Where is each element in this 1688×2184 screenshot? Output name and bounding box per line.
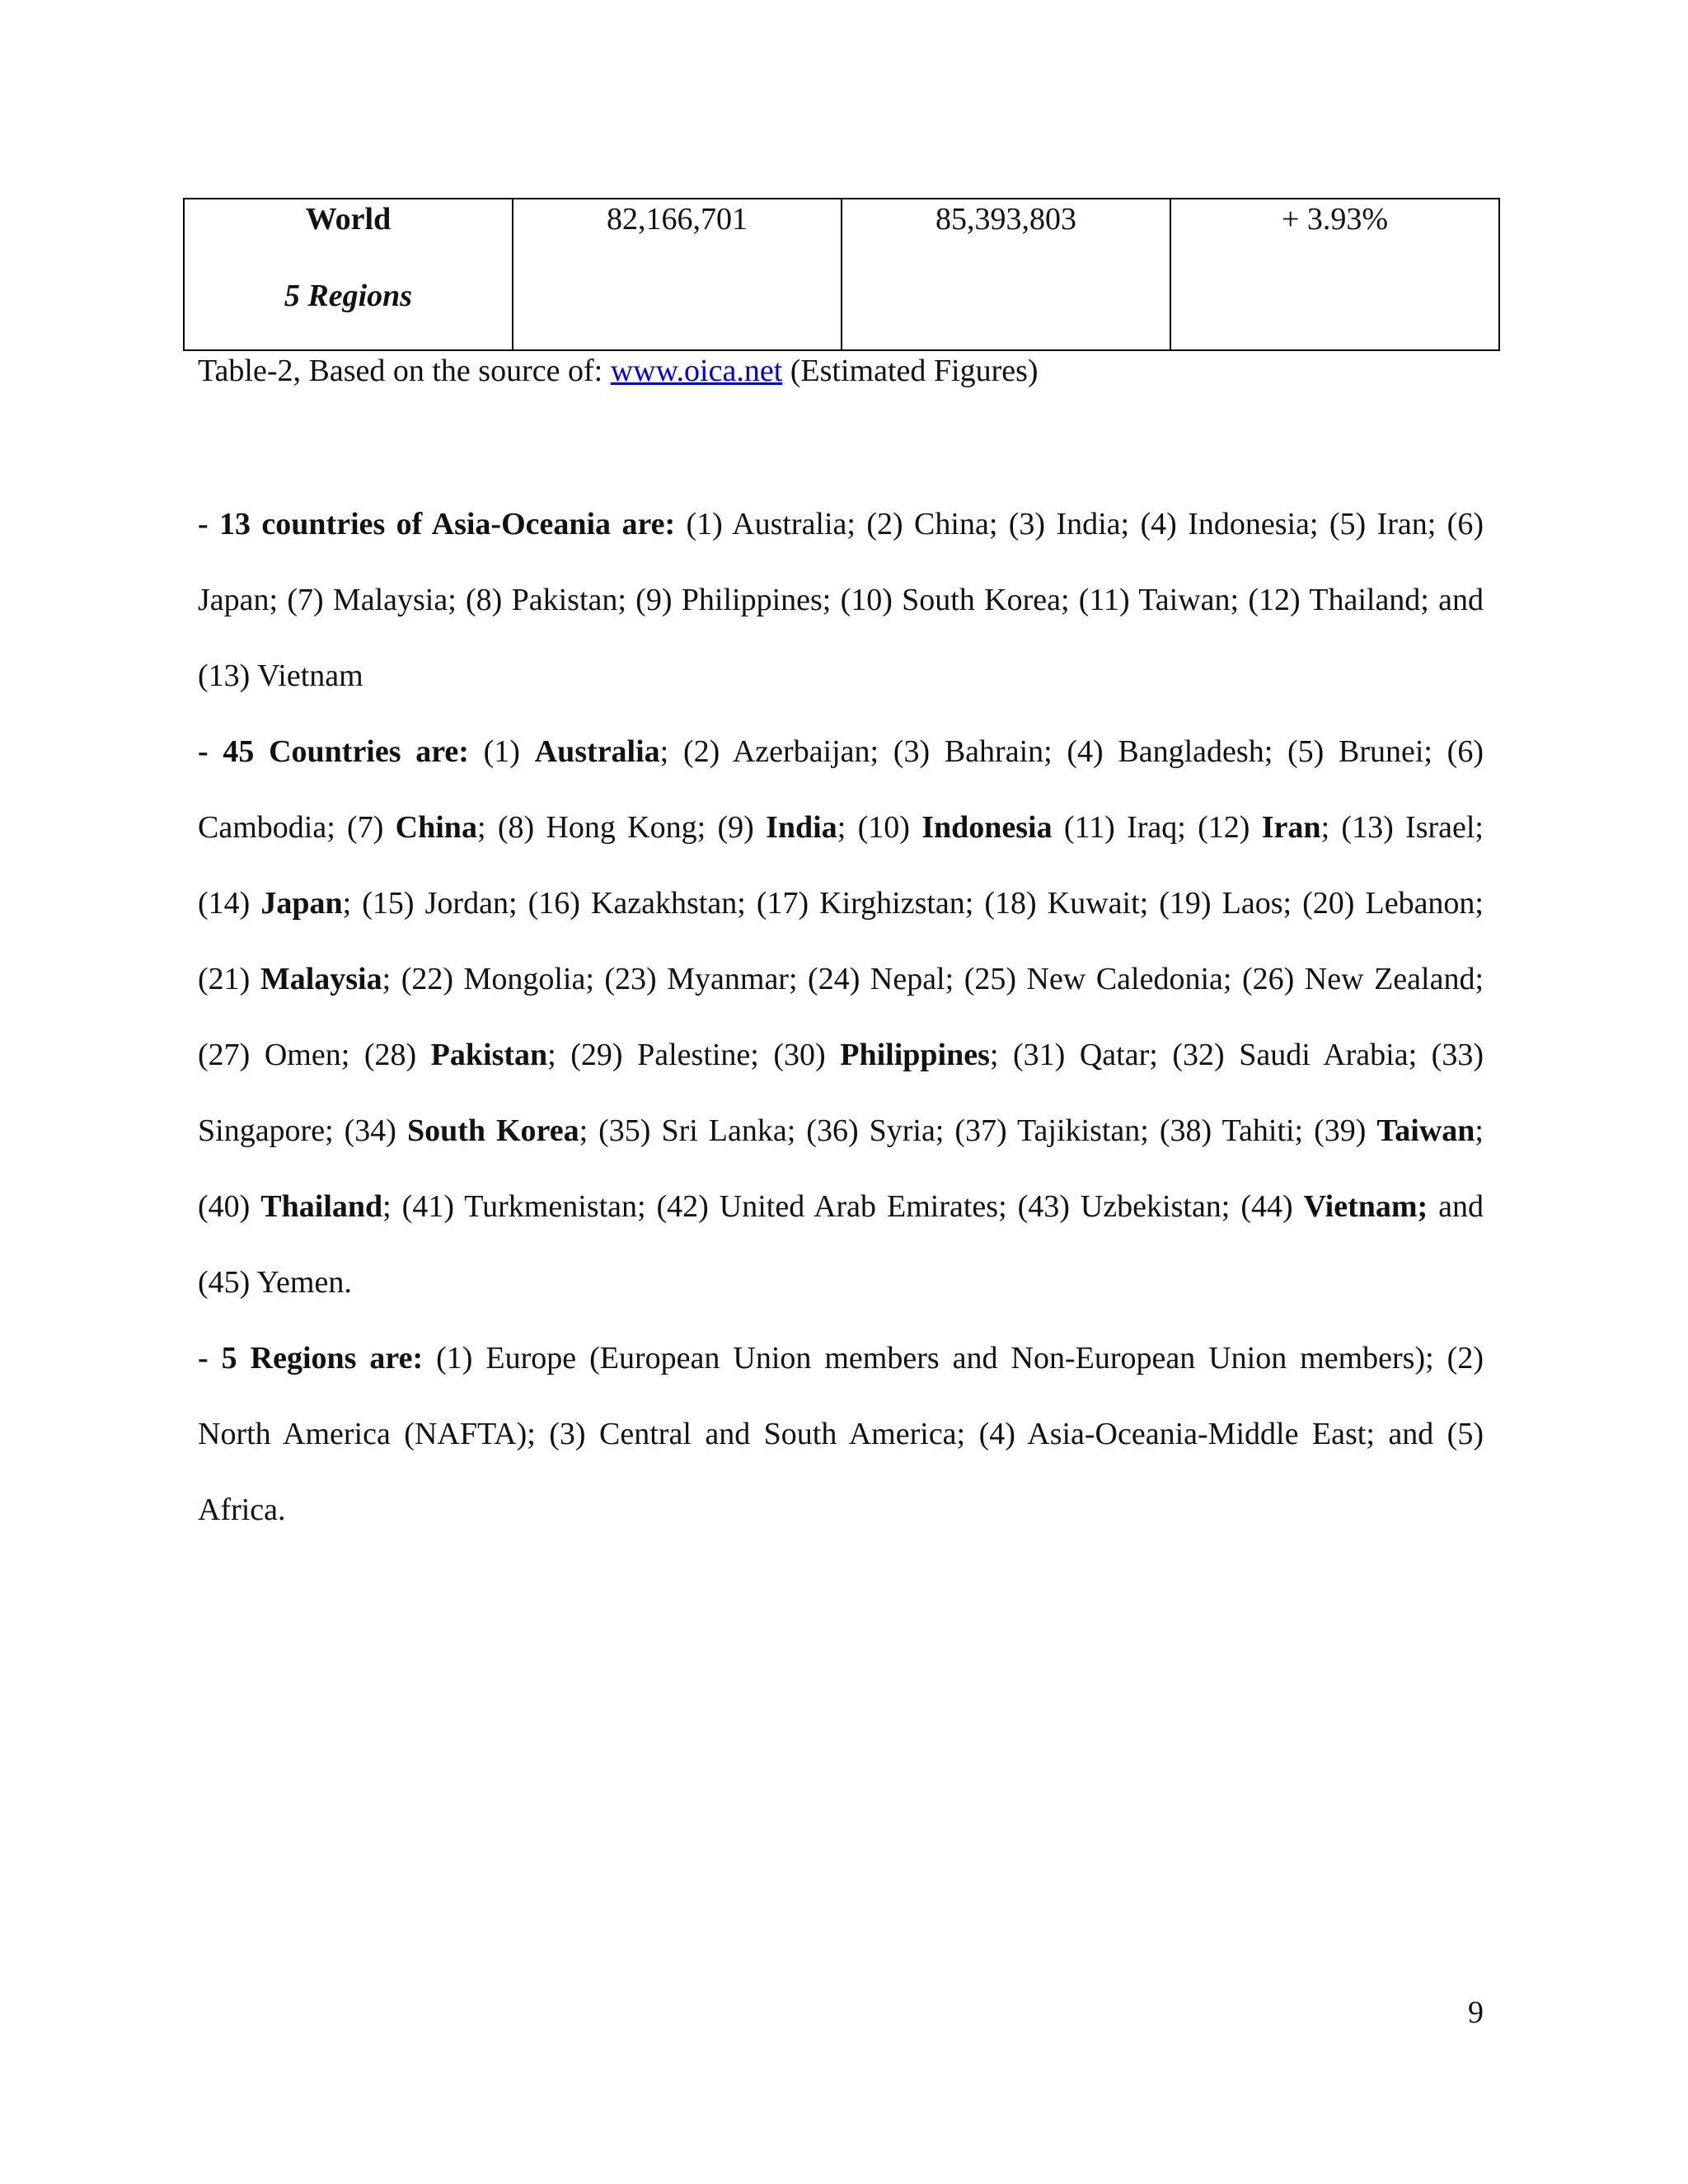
country-list-text: ; (35) Sri Lanka; (36) Syria; (37) Tajikistan; (38) Tahiti; (39) <box>579 1113 1377 1148</box>
asia-oceania-paragraph <box>198 486 1484 714</box>
country-name-bold: Taiwan <box>1376 1113 1475 1148</box>
country-list-text: (11) Iraq; (12) <box>1052 810 1262 845</box>
country-name-bold: India <box>766 810 837 845</box>
value-cell-1 <box>513 199 842 350</box>
country-list-text: ; (2) Azerbaijan; (3) Bahrain; (4) Bangladesh; (5) Brunei; (6) Cambodia; (7) <box>198 734 1484 845</box>
source-link[interactable]: www.oica.net <box>610 354 783 388</box>
country-list-text: (1) <box>468 734 535 769</box>
country-list-text: ; (41) Turkmenistan; (42) United Arab Emirates; (43) Uzbekistan; (44) <box>382 1189 1304 1224</box>
caption-suffix: (Estimated Figures) <box>782 354 1039 388</box>
country-name-bold: Malaysia <box>260 962 382 996</box>
production-table <box>183 198 1500 351</box>
country-list-text: ; (13) Israel; (14) <box>198 810 1484 921</box>
country-name-bold: China <box>395 810 477 845</box>
country-name-bold: Pakistan <box>430 1038 548 1072</box>
asia-oceania-lead: - 13 countries of Asia-Oceania are: <box>198 507 676 541</box>
forty-five-lead: - 45 Countries are: <box>198 734 469 769</box>
table-caption <box>198 353 1039 391</box>
regions-paragraph <box>198 1320 1484 1548</box>
caption-prefix: Table-2, Based on the source of: <box>198 354 611 388</box>
value-1: 82,166,701 <box>607 202 748 237</box>
country-name-bold: Philippines <box>840 1038 990 1072</box>
country-list-text: and (45) Yemen. <box>198 1189 1484 1300</box>
regions-text: (1) Europe (European Union members and Non-European Union members); (2) North America (NAFTA); (3) Central and South America; (4) Asia-Oceania-Middle East; and (5) Africa. <box>198 1341 1484 1527</box>
country-name-bold: South Korea <box>406 1113 579 1148</box>
asia-oceania-text: (1) Australia; (2) China; (3) India; (4) Indonesia; (5) Iran; (6) Japan; (7) Malaysia; (8) Pakistan; (9) Philippines; (10) South Korea; (11) Taiwan; (12) Thailand; and (13) Vietnam <box>198 507 1484 693</box>
country-name-bold: Iran <box>1261 810 1321 845</box>
region-subtitle: 5 Regions <box>284 279 413 313</box>
country-name-bold: Thailand <box>260 1189 383 1224</box>
country-name-bold: Japan <box>260 886 343 921</box>
regions-lead: - 5 Regions are: <box>198 1341 424 1376</box>
table-row <box>184 199 1499 350</box>
country-list-text: ; (40) <box>198 1113 1484 1224</box>
country-list-text: ; (15) Jordan; (16) Kazakhstan; (17) Kirghizstan; (18) Kuwait; (19) Laos; (20) Lebanon; (21) <box>198 886 1484 996</box>
change-value: + 3.93% <box>1281 202 1389 237</box>
change-cell <box>1170 199 1499 350</box>
country-list-text: ; (8) Hong Kong; (9) <box>476 810 767 845</box>
page-number: 9 <box>1468 1995 1484 2030</box>
country-list-text: ; (10) <box>837 810 922 845</box>
region-name: World <box>305 202 392 237</box>
country-list-text: ; (29) Palestine; (30) <box>547 1038 841 1072</box>
value-2: 85,393,803 <box>935 202 1076 237</box>
country-name-bold: Vietnam; <box>1303 1189 1428 1224</box>
country-list-text: ; (22) Mongolia; (23) Myanmar; (24) Nepal; (25) New Caledonia; (26) New Zealand; (27) Omen; (28) <box>198 962 1484 1072</box>
country-name-bold: Australia <box>534 734 660 769</box>
region-cell <box>184 199 513 350</box>
country-name-bold: Indonesia <box>921 810 1053 845</box>
country-list-text: ; (31) Qatar; (32) Saudi Arabia; (33) Singapore; (34) <box>198 1038 1484 1148</box>
value-cell-2 <box>842 199 1170 350</box>
forty-five-countries-paragraph <box>198 714 1484 1320</box>
